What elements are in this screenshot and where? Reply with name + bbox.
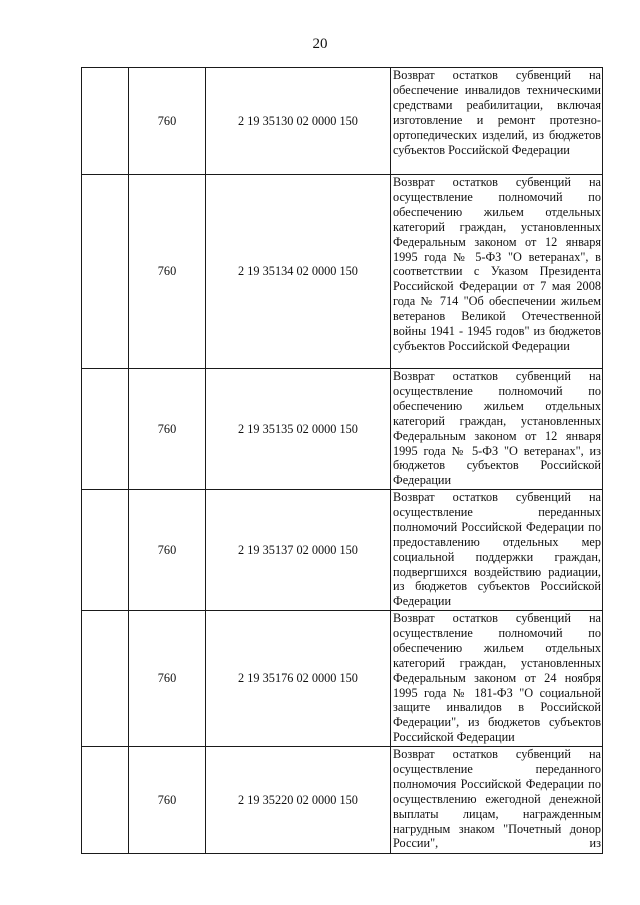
empty-cell [82, 369, 129, 490]
income-name-cell: Возврат остатков субвенций на осуществление полномочий по обеспечению жильем отдельных категорий граждан, установленных Федеральным законом от 24 ноября 1995 года № 181-ФЗ "О социальной защите инвалидов в Российской Федерации", из бюджетов субъектов Российской Федерации [391, 611, 603, 747]
budget-classification-table [81, 67, 603, 854]
budget-code-cell: 2 19 35134 02 0000 150 [206, 175, 391, 369]
empty-cell [82, 747, 129, 854]
admin-code-cell: 760 [129, 175, 206, 369]
admin-code-cell: 760 [129, 369, 206, 490]
empty-cell [82, 490, 129, 611]
empty-cell [82, 175, 129, 369]
income-name-cell: Возврат остатков субвенций на осуществление переданного полномочия Российской Федерации по осуществлению ежегодной денежной выплаты лицам, награжденным нагрудным знаком "Почетный донор России", из [391, 747, 603, 854]
admin-code-cell: 760 [129, 490, 206, 611]
page-number: 20 [312, 36, 328, 52]
admin-code-cell: 760 [129, 68, 206, 175]
budget-code-cell: 2 19 35137 02 0000 150 [206, 490, 391, 611]
table-row [82, 611, 603, 747]
table-row [82, 175, 603, 369]
table-row [82, 369, 603, 490]
income-name-cell: Возврат остатков субвенций на осуществление переданных полномочий Российской Федерации по предоставлению отдельных мер социальной поддержки граждан, подвергшихся воздействию радиации, из бюджетов субъектов Российской Федерации [391, 490, 603, 611]
budget-code-cell: 2 19 35130 02 0000 150 [206, 68, 391, 175]
admin-code-cell: 760 [129, 611, 206, 747]
empty-cell [82, 68, 129, 175]
table-row [82, 490, 603, 611]
budget-code-cell: 2 19 35135 02 0000 150 [206, 369, 391, 490]
income-name-cell: Возврат остатков субвенций на осуществление полномочий по обеспечению жильем отдельных категорий граждан, установленных Федеральным законом от 12 января 1995 года № 5-ФЗ "О ветеранах", в соответствии с Указом Президента Российской Федерации от 7 мая 2008 года № 714 "Об обеспечении жильем ветеранов Великой Отечественной войны 1941 - 1945 годов" из бюджетов субъектов Российской Федерации [391, 175, 603, 369]
income-name-cell: Возврат остатков субвенций на осуществление полномочий по обеспечению жильем отдельных категорий граждан, установленных Федеральным законом от 12 января 1995 года № 5-ФЗ "О ветеранах", из бюджетов субъектов Российской Федерации [391, 369, 603, 490]
admin-code-cell: 760 [129, 747, 206, 854]
income-name-cell: Возврат остатков субвенций на обеспечение инвалидов техническими средствами реабилитации, включая изготовление и ремонт протезно-ортопедических изделий, из бюджетов субъектов Российской Федерации [391, 68, 603, 175]
budget-code-cell: 2 19 35176 02 0000 150 [206, 611, 391, 747]
empty-cell [82, 611, 129, 747]
table-row [82, 747, 603, 854]
table-row [82, 68, 603, 175]
budget-code-cell: 2 19 35220 02 0000 150 [206, 747, 391, 854]
